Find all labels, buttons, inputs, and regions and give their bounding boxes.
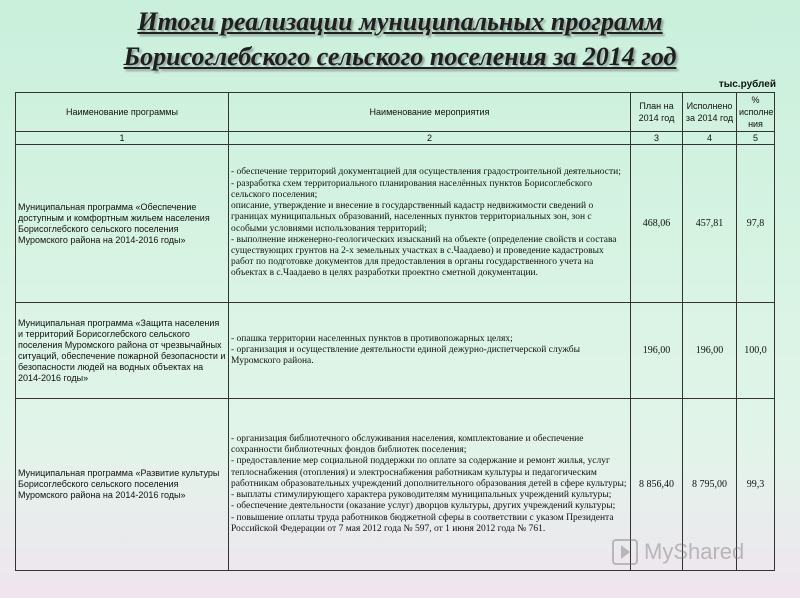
activity-item: - предоставление мер социальной поддержки по оплате за содержание и ремонт жилья, услуг теплоснабжения (отопления) и электроснабжения работникам культуры и педагогическим работникам образовательных учреждений дополнительного образования детей в сфере культуры; [231, 456, 627, 489]
percent-value: 100,0 [737, 303, 775, 399]
plan-value: 8 856,40 [631, 399, 683, 571]
title-line-1: Итоги реализации муниципальных программ [137, 7, 663, 36]
program-name: Муниципальная программа «Защита населения и территорий Борисоглебского сельского поселения Муромского района от чрезвычайных ситуаций, обеспечение пожарной безопасности и безопасности людей на водных объектах на 2014-2016 годы» [16, 303, 229, 399]
activity-item: - разработка схем территориального планирования населённых пунктов Борисоглебского сельского поселения; [231, 178, 593, 200]
table-row [16, 303, 775, 399]
programs-table [15, 92, 775, 571]
executed-value: 457,81 [683, 145, 737, 303]
title-line-2: Борисоглебского сельского поселения за 2014 год [123, 42, 677, 71]
watermark [612, 536, 744, 568]
table-row [16, 145, 775, 303]
activity-item: - повышение оплаты труда работников бюджетной сферы в соответствии с указом Президента Российской Федерации от 7 мая 2012 года № 597, от 1 июня 2012 года № 761. [231, 512, 614, 534]
col-number-2: 2 [229, 132, 631, 145]
activity-item: - организация библиотечного обслуживания населения, комплектование и обеспечение сохранности библиотечных фондов библиотек поселения; [231, 434, 584, 456]
executed-value: 196,00 [683, 303, 737, 399]
program-activities [229, 303, 631, 399]
activity-item: - организация и осуществление деятельности единой дежурно-диспетчерской службы Муромского района. [231, 344, 580, 367]
watermark-text: MyShared [644, 539, 745, 564]
plan-value: 196,00 [631, 303, 683, 399]
activity-item: - выполнение инженерно-геологических изысканий на объекте (определение свойств и состава существующих грунтов на 2-х земельных участках в с.Чаадаево) и проведение кадастровых работ по подготовке документов для предоставления в органы государственного учета на объектах в с.Чаадаево в целях разработки проектно сметной документации. [231, 234, 617, 279]
col-number-5: 5 [737, 132, 775, 145]
col-number-1: 1 [16, 132, 229, 145]
activity-item: - опашка территории населенных пунктов в противопожарных целях; [231, 333, 513, 344]
activity-item: - обеспечение территорий документацией для осуществления градостроительной деятельности; [231, 167, 621, 178]
program-name: Муниципальная программа «Обеспечение доступным и комфортным жильем населения Борисоглебского сельского поселения Муромского района на 2014-2016 годы» [16, 145, 229, 303]
activity-item: - выплаты стимулирующего характера руководителям муниципальных учреждений культуры; [231, 490, 612, 501]
header-executed: Исполнено за 2014 год [683, 93, 737, 132]
page-title [0, 4, 800, 74]
column-number-row [16, 132, 775, 145]
activity-item: описание, утверждение и внесение в государственный кадастр недвижимости сведений о границах муниципальных образований, населенных пунктов территориальных зон, зон с особыми условиями использования территорий; [231, 201, 594, 234]
col-number-4: 4 [683, 132, 737, 145]
executed-value: 8 795,00 [683, 399, 737, 571]
header-activity: Наименование мероприятия [229, 93, 631, 132]
play-icon [612, 539, 638, 565]
percent-value: 97,8 [737, 145, 775, 303]
header-plan: План на 2014 год [631, 93, 683, 132]
header-row [16, 93, 775, 132]
plan-value: 468,06 [631, 145, 683, 303]
units-label: тыс.рублей [718, 79, 776, 90]
program-name: Муниципальная программа «Развитие культуры Борисоглебского сельского поселения Муромского района на 2014-2016 годы» [16, 399, 229, 571]
percent-value: 99,3 [737, 399, 775, 571]
program-activities [229, 145, 631, 303]
col-number-3: 3 [631, 132, 683, 145]
activity-item: - обеспечение деятельности (оказание услуг) дворцов культуры, других учреждений культуры; [231, 501, 616, 512]
header-program: Наименование программы [16, 93, 229, 132]
program-activities [229, 399, 631, 571]
header-percent: % исполне ния [737, 93, 775, 132]
